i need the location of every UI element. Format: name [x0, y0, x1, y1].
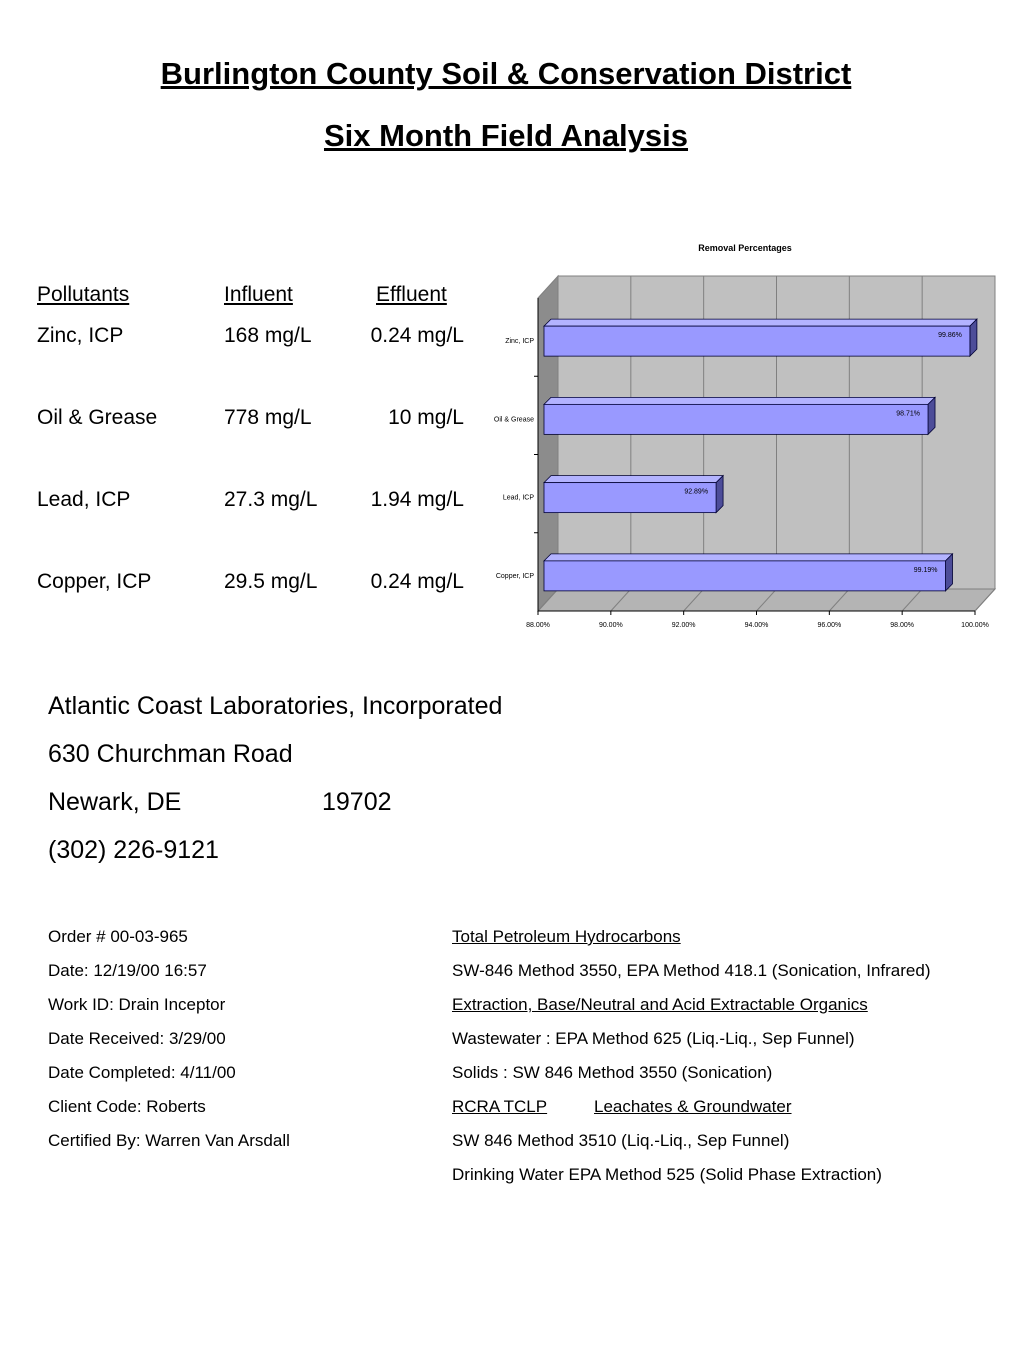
lab-city: Newark, DE — [48, 788, 182, 816]
x-tick-label: 100.00% — [961, 622, 989, 629]
rcra-heading: RCRA TCLP — [452, 1097, 548, 1116]
effluent-value: 1.94 mg/L — [370, 488, 464, 511]
bar-side — [928, 397, 935, 434]
pollutant-name: Zinc, ICP — [37, 324, 124, 347]
influent-value: 29.5 mg/L — [224, 570, 318, 593]
x-tick-label: 92.00% — [671, 622, 696, 629]
bar-top — [544, 476, 723, 483]
client-code: Client Code: Roberts — [48, 1097, 206, 1116]
tph-method: SW-846 Method 3550, EPA Method 418.1 (Sonication, Infrared) — [452, 961, 931, 980]
influent-value: 778 mg/L — [224, 406, 312, 429]
bar-top — [544, 397, 935, 404]
pollutant-name: Lead, ICP — [37, 488, 131, 511]
lab-phone: (302) 226-9121 — [48, 836, 219, 864]
x-tick-label: 94.00% — [744, 622, 769, 629]
rcra-subheading: Leachates & Groundwater — [594, 1097, 792, 1116]
x-tick-label: 88.00% — [526, 622, 550, 629]
order-number: Order # 00-03-965 — [48, 927, 188, 946]
bar-side — [946, 554, 953, 591]
effluent-value: 10 mg/L — [388, 406, 464, 429]
bar-value-label: 98.71% — [896, 410, 921, 418]
removal-percentages-chart — [490, 238, 1000, 634]
category-label: Lead, ICP — [502, 494, 534, 502]
tph-heading: Total Petroleum Hydrocarbons — [452, 927, 681, 946]
document-title: Burlington County Soil & Conservation District — [160, 56, 852, 91]
influent-value: 27.3 mg/L — [224, 488, 318, 511]
date-received: Date Received: 3/29/00 — [48, 1029, 226, 1048]
date-completed: Date Completed: 4/11/00 — [48, 1063, 236, 1082]
bar-side — [970, 319, 977, 356]
drinking-water-method: Drinking Water EPA Method 525 (Solid Phase Extraction) — [452, 1165, 882, 1184]
lab-zip: 19702 — [322, 788, 392, 816]
effluent-header: Effluent — [376, 283, 447, 306]
solids-method: Solids : SW 846 Method 3550 (Sonication) — [452, 1063, 773, 1082]
wastewater-method: Wastewater : EPA Method 625 (Liq.-Liq., Sep Funnel) — [452, 1029, 855, 1048]
category-label: Oil & Grease — [493, 416, 534, 424]
bar — [544, 483, 716, 513]
effluent-value: 0.24 mg/L — [370, 324, 464, 347]
lab-name: Atlantic Coast Laboratories, Incorporated — [48, 692, 503, 720]
bar — [544, 561, 946, 591]
bar-top — [544, 554, 953, 561]
category-label: Copper, ICP — [495, 572, 534, 580]
bar-side — [716, 476, 723, 513]
document-subtitle: Six Month Field Analysis — [323, 118, 689, 153]
certified-by: Certified By: Warren Van Arsdall — [48, 1131, 290, 1150]
pollutant-name: Oil & Grease — [37, 406, 158, 429]
order-date: Date: 12/19/00 16:57 — [48, 961, 207, 980]
influent-header: Influent — [224, 283, 293, 306]
chart-title: Removal Percentages — [698, 243, 792, 253]
x-tick-label: 90.00% — [598, 622, 623, 629]
sw846-3510-method: SW 846 Method 3510 (Liq.-Liq., Sep Funnel) — [452, 1131, 790, 1150]
pollutant-name: Copper, ICP — [37, 570, 152, 593]
work-id: Work ID: Drain Inceptor — [48, 995, 226, 1014]
bar-value-label: 99.19% — [913, 566, 938, 574]
effluent-value: 0.24 mg/L — [370, 570, 464, 593]
x-tick-label: 98.00% — [890, 622, 915, 629]
influent-value: 168 mg/L — [224, 324, 312, 347]
lab-street: 630 Churchman Road — [48, 740, 293, 768]
bar — [544, 326, 970, 356]
bar — [544, 404, 928, 434]
bar-value-label: 99.86% — [938, 332, 962, 340]
bar-value-label: 92.89% — [684, 488, 709, 496]
pollutants-header: Pollutants — [37, 283, 130, 306]
category-label: Zinc, ICP — [505, 338, 534, 346]
x-tick-label: 96.00% — [817, 622, 842, 629]
extraction-heading: Extraction, Base/Neutral and Acid Extractable Organics — [452, 995, 868, 1014]
bar-top — [544, 319, 977, 326]
